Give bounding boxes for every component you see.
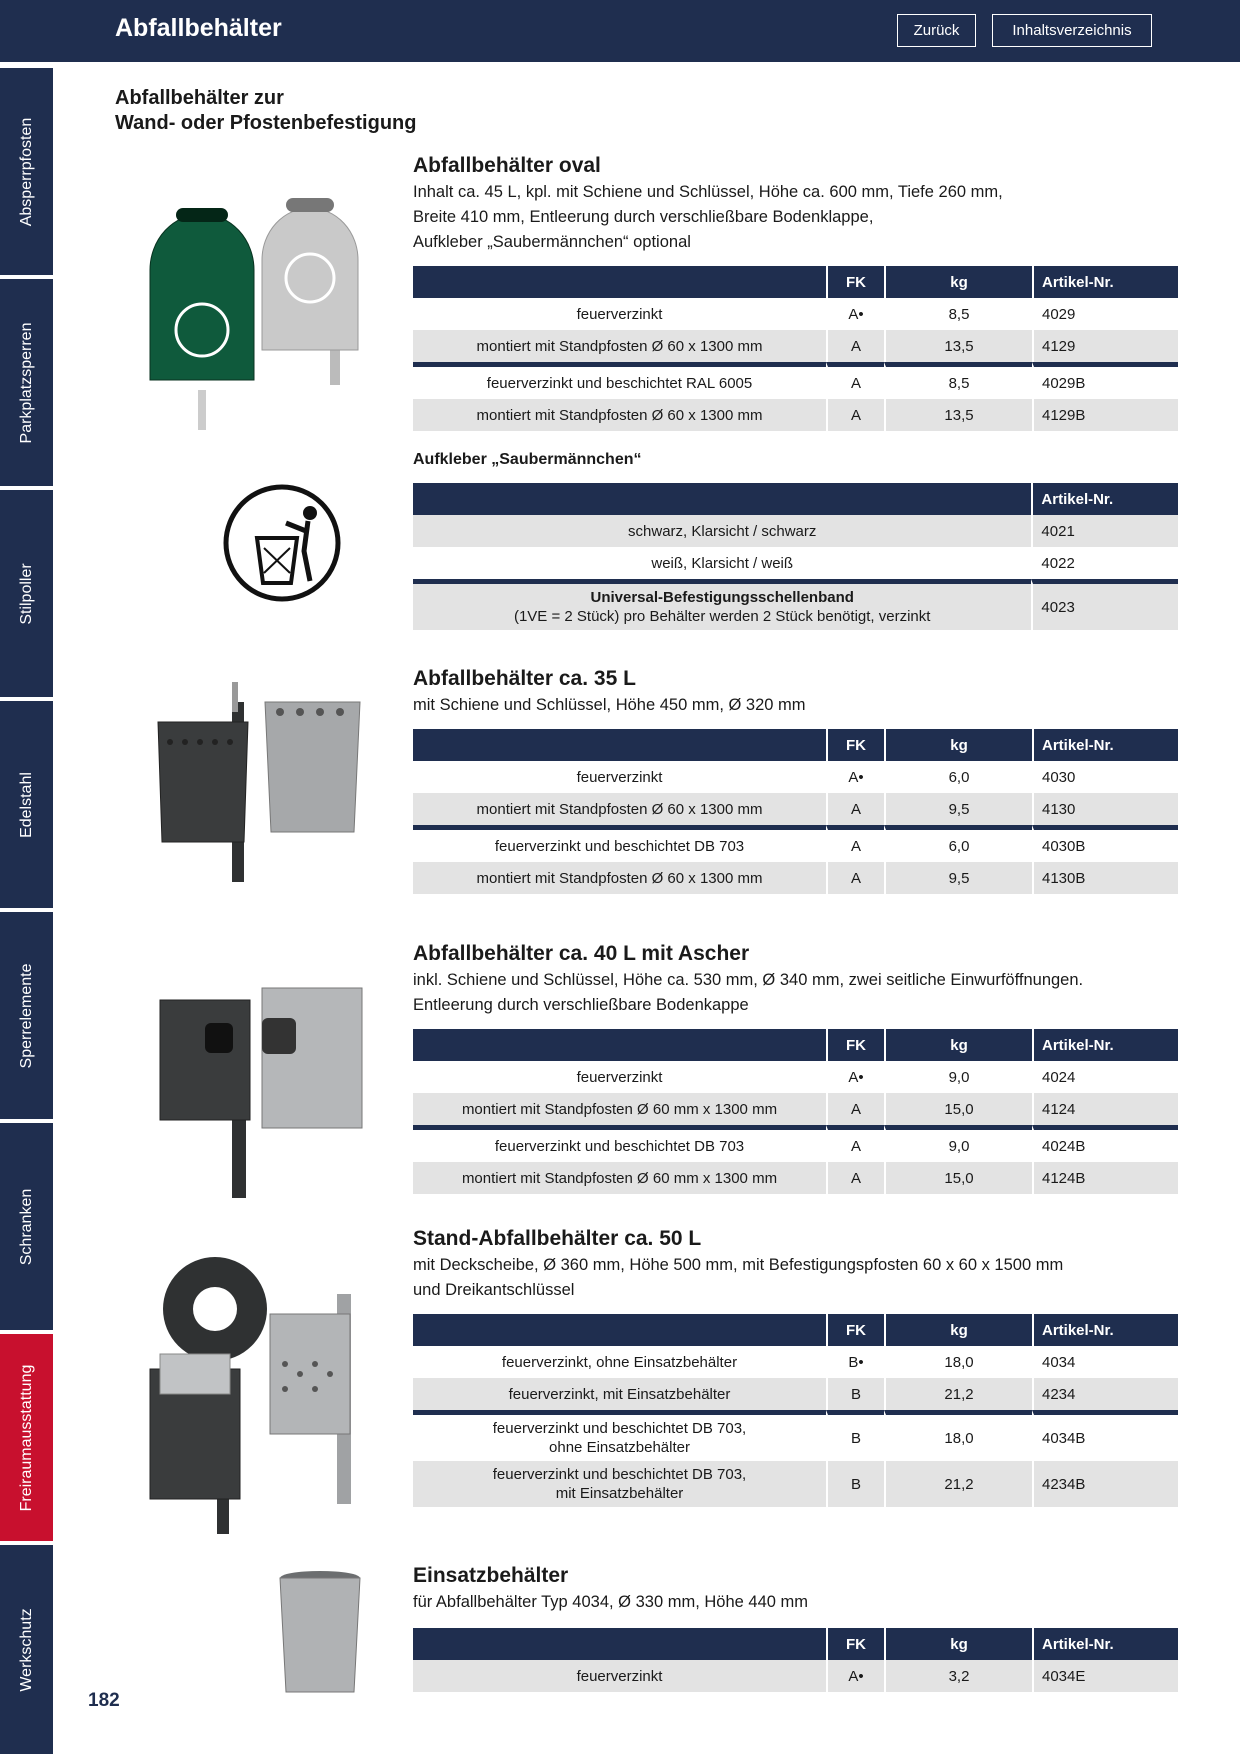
table-oval [413, 266, 1178, 431]
oval-bin-image [140, 190, 380, 435]
section-title-50l: Stand-Abfallbehälter ca. 50 L [413, 1227, 702, 1250]
page-number: 182 [88, 1690, 120, 1711]
table-row: montiert mit Standpfosten Ø 60 mm x 1300 mm A 15,0 4124 [413, 1093, 1178, 1125]
back-button[interactable]: Zurück [897, 14, 976, 47]
table-row: feuerverzinkt A• 6,0 4030 [413, 761, 1178, 793]
sticker-image [222, 483, 342, 603]
section-desc-einsatz: für Abfallbehälter Typ 4034, Ø 330 mm, Höhe 440 mm [413, 1593, 808, 1611]
section-title-oval: Abfallbehälter oval [413, 154, 601, 177]
table-row: montiert mit Standpfosten Ø 60 x 1300 mm A 9,5 4130 [413, 793, 1178, 825]
table-header: Artikel-Nr. [413, 483, 1178, 515]
table-row: feuerverzinkt A• 9,0 4024 [413, 1061, 1178, 1093]
table-header: FK kg Artikel-Nr. [413, 729, 1178, 761]
table-row: montiert mit Standpfosten Ø 60 x 1300 mm A 13,5 4129B [413, 399, 1178, 431]
sidebar-tab-schranken[interactable]: Schranken [0, 1123, 53, 1330]
table-row: feuerverzinkt und beschichtet DB 703 A 9,0 4024B [413, 1125, 1178, 1162]
table-header: FK kg Artikel-Nr. [413, 266, 1178, 298]
table-row: feuerverzinkt, ohne Einsatzbehälter B• 18,0 4034 [413, 1346, 1178, 1378]
table-row: feuerverzinkt und beschichtet DB 703, ohne Einsatzbehälter B 18,0 4034B [413, 1410, 1178, 1461]
section-desc-50l: mit Deckscheibe, Ø 360 mm, Höhe 500 mm, mit Befestigungspfosten 60 x 60 x 1500 mm und Dreikantschlüssel [413, 1256, 1064, 1299]
sidebar-tab-parkplatzsperren[interactable]: Parkplatzsperren [0, 279, 53, 486]
toc-button[interactable]: Inhaltsverzeichnis [992, 14, 1152, 47]
sidebar-tab-absperrpfosten[interactable]: Absperrpfosten [0, 68, 53, 275]
table-row: weiß, Klarsicht / weiß 4022 [413, 547, 1178, 579]
table-row: feuerverzinkt, mit Einsatzbehälter B 21,2 4234 [413, 1378, 1178, 1410]
section-desc-35l: mit Schiene und Schlüssel, Höhe 450 mm, Ø 320 mm [413, 696, 806, 714]
sidebar-tab-stilpoller[interactable]: Stilpoller [0, 490, 53, 697]
table-einsatz [413, 1628, 1178, 1692]
table-header: FK kg Artikel-Nr. [413, 1314, 1178, 1346]
table-row: montiert mit Standpfosten Ø 60 x 1300 mm A 9,5 4130B [413, 862, 1178, 894]
table-header: FK kg Artikel-Nr. [413, 1628, 1178, 1660]
sidebar-tab-edelstahl[interactable]: Edelstahl [0, 701, 53, 908]
bin-50l-image [145, 1254, 375, 1536]
section-heading: Abfallbehälter zur Wand- oder Pfostenbefestigung [115, 87, 417, 134]
table-40l [413, 1029, 1178, 1194]
table-row: feuerverzinkt und beschichtet RAL 6005 A 8,5 4029B [413, 362, 1178, 399]
table-row: Universal-Befestigungsschellenband (1VE = 2 Stück) pro Behälter werden 2 Stück benötigt, verzinkt 4023 [413, 579, 1178, 630]
bin-40l-image [150, 978, 370, 1200]
sidebar-tab-werkschutz[interactable]: Werkschutz [0, 1545, 53, 1754]
sidebar-tab-freiraumausstattung[interactable]: Freiraumausstattung [0, 1334, 53, 1541]
header-bar [0, 0, 1240, 62]
table-50l [413, 1314, 1178, 1507]
section-title-40l: Abfallbehälter ca. 40 L mit Ascher [413, 942, 750, 965]
table-row: feuerverzinkt A• 3,2 4034E [413, 1660, 1178, 1692]
section-desc-40l: inkl. Schiene und Schlüssel, Höhe ca. 530 mm, Ø 340 mm, zwei seitliche Einwurföffnungen. Entleerung durch verschließbare Bodenkappe [413, 971, 1084, 1014]
page-title: Abfallbehälter [115, 14, 282, 42]
table-35l [413, 729, 1178, 894]
table-row: montiert mit Standpfosten Ø 60 mm x 1300 mm A 15,0 4124B [413, 1162, 1178, 1194]
section-title-einsatz: Einsatzbehälter [413, 1564, 569, 1587]
bin-35l-image [150, 672, 370, 912]
table-row: montiert mit Standpfosten Ø 60 x 1300 mm A 13,5 4129 [413, 330, 1178, 362]
table-row: schwarz, Klarsicht / schwarz 4021 [413, 515, 1178, 547]
sticker-title: Aufkleber „Saubermännchen“ [413, 451, 642, 468]
section-title-35l: Abfallbehälter ca. 35 L [413, 667, 636, 690]
insert-bin-image [278, 1570, 363, 1700]
table-sticker [413, 483, 1178, 630]
table-header: FK kg Artikel-Nr. [413, 1029, 1178, 1061]
table-row: feuerverzinkt A• 8,5 4029 [413, 298, 1178, 330]
section-desc-oval: Inhalt ca. 45 L, kpl. mit Schiene und Schlüssel, Höhe ca. 600 mm, Tiefe 260 mm, Breite 410 mm, Entleerung durch verschließbare Bodenklappe, Aufkleber „Saubermännchen“ optional [413, 183, 1003, 251]
table-row: feuerverzinkt und beschichtet DB 703 A 6,0 4030B [413, 825, 1178, 862]
table-row: feuerverzinkt und beschichtet DB 703, mit Einsatzbehälter B 21,2 4234B [413, 1461, 1178, 1507]
sidebar-tab-sperrelemente[interactable]: Sperrelemente [0, 912, 53, 1119]
